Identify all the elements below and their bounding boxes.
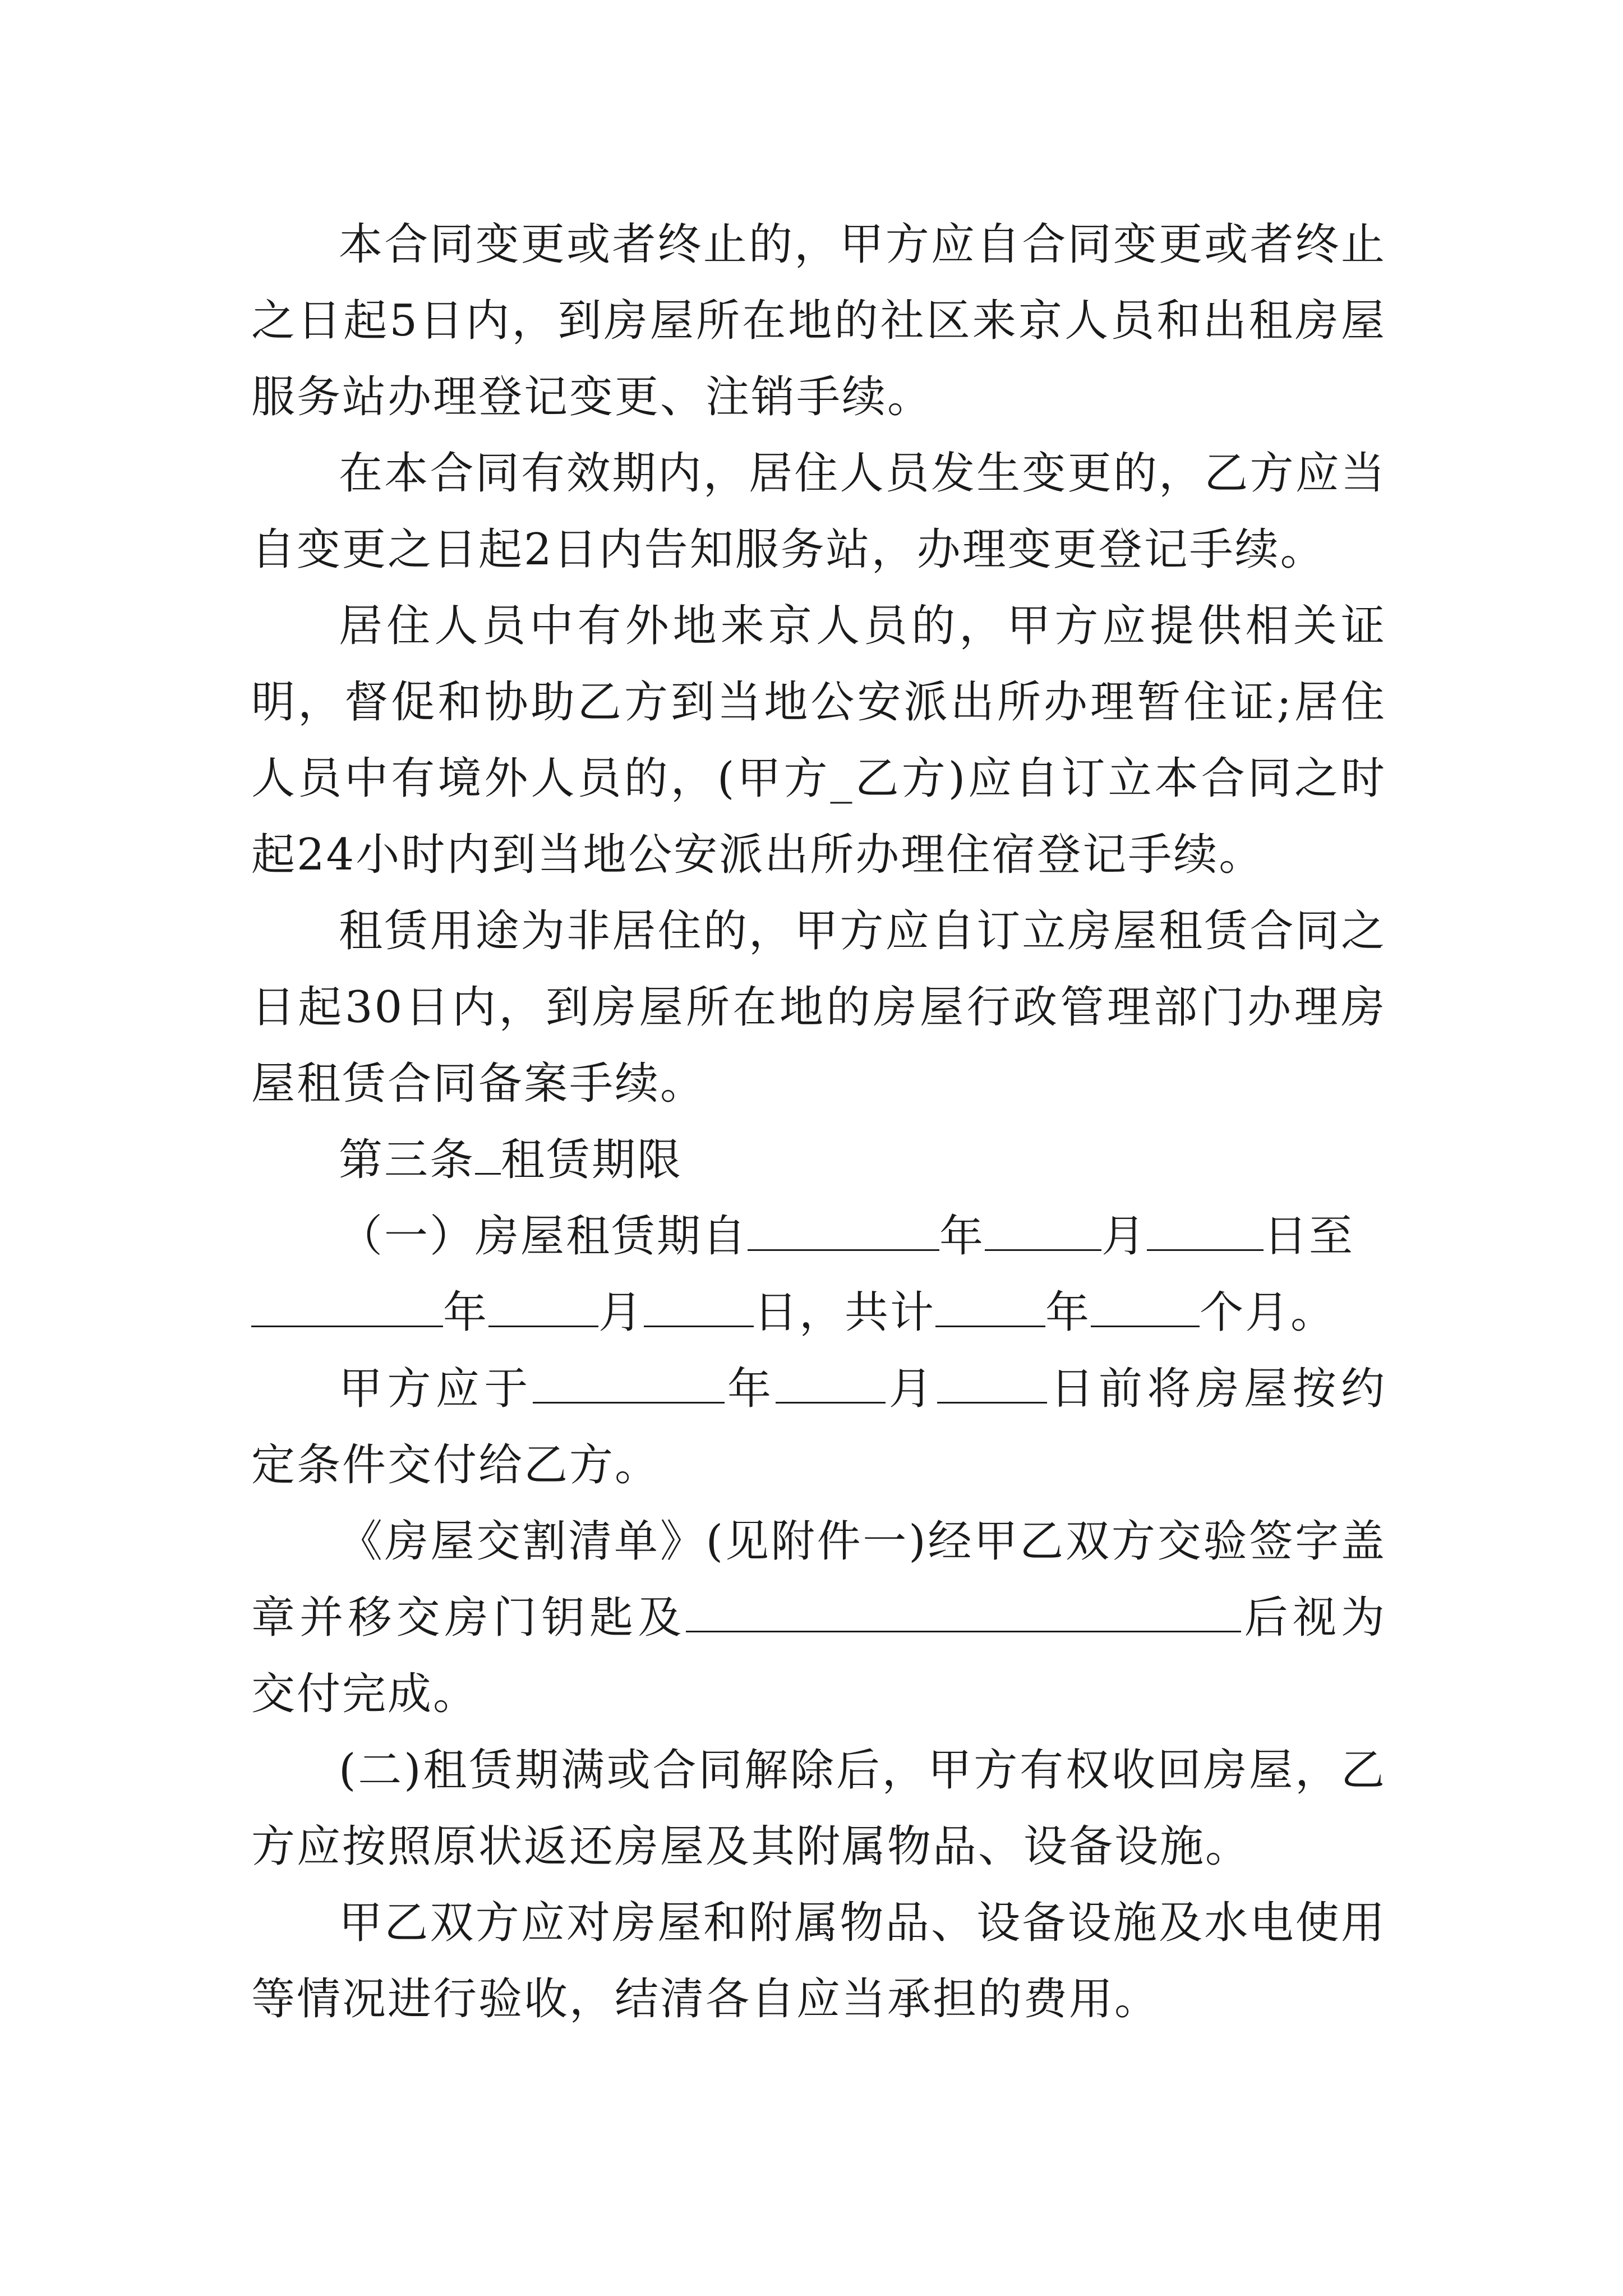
handover-month-blank [776,1363,886,1404]
lease-term-line-2 [251,1274,1386,1351]
handover-day-blank [937,1363,1047,1404]
paragraph-resident-registration: 居住人员中有外地来京人员的，甲方应提供相关证明，督促和协助乙方到当地公安派出所办理暂住证;居住人员中有境外人员的，(甲方_乙方)应自订立本合同之时起24小时内到当地公安派出所办理住宿登记手续。 [251,601,1386,880]
handover-condition-text: 日前将房屋按约定条件交付给乙方。 [251,1364,1386,1490]
article-3-heading [251,1122,1386,1198]
paragraph-lease-term [251,1198,1386,1351]
end-year-blank [251,1286,443,1327]
paragraph-non-residential-filing: 租赁用途为非居住的，甲方应自订立房屋租赁合同之日起30日内，到房屋所在地的房屋行政管理部门办理房屋租赁合同备案手续。 [251,906,1386,1109]
paragraph-lease-expiry: (二)租赁期满或合同解除后，甲方有权收回房屋，乙方应按照原状返还房屋及其附属物品、设备设施。 [251,1745,1386,1872]
year-label: 年 [443,1287,489,1338]
year-label: 年 [724,1364,776,1414]
year-label: 年 [1045,1287,1091,1338]
checklist-completion-text: 后视为交付完成。 [251,1593,1386,1719]
total-years-blank [935,1286,1045,1327]
day-total-label: 日，共计 [754,1287,936,1338]
paragraph-inspection-settlement: 甲乙双方应对房屋和附属物品、设备设施及水电使用等情况进行验收，结清各自应当承担的费用。 [251,1898,1386,2024]
year-label: 年 [939,1211,985,1262]
handover-label: 甲方应于 [339,1364,533,1414]
document-body [251,206,1386,2037]
checklist-text: 《房屋交割清单》(见附件一)经甲乙双方交验签字盖章并移交房门钥匙及 [251,1516,1386,1643]
paragraph-handover-checklist [251,1503,1386,1732]
keys-items-blank [686,1591,1241,1632]
article-3-title: 租赁期限 [501,1135,683,1185]
day-to-label: 日至 [1264,1211,1355,1262]
end-day-blank [644,1286,754,1327]
start-month-blank [985,1210,1101,1251]
month-label: 月 [1101,1211,1147,1262]
month-label: 月 [886,1364,938,1414]
paragraph-resident-change: 在本合同有效期内，居住人员发生变更的，乙方应当自变更之日起2日内告知服务站，办理变更登记手续。 [251,448,1386,575]
handover-year-blank [533,1363,725,1404]
months-end-label: 个月。 [1200,1287,1336,1338]
total-months-blank [1091,1286,1200,1327]
month-label: 月 [598,1287,644,1338]
article-3-number: 第三条 [339,1135,476,1185]
start-day-blank [1147,1210,1264,1251]
paragraph-handover-date [251,1351,1386,1503]
paragraph-change-termination: 本合同变更或者终止的，甲方应自合同变更或者终止之日起5日内，到房屋所在地的社区来京人员和出租房屋服务站办理登记变更、注销手续。 [251,219,1386,422]
end-month-blank [488,1286,598,1327]
article-3-heading-blank [475,1134,501,1175]
lease-term-label: （一）房屋租赁期自 [339,1211,748,1262]
start-year-blank [748,1210,939,1251]
